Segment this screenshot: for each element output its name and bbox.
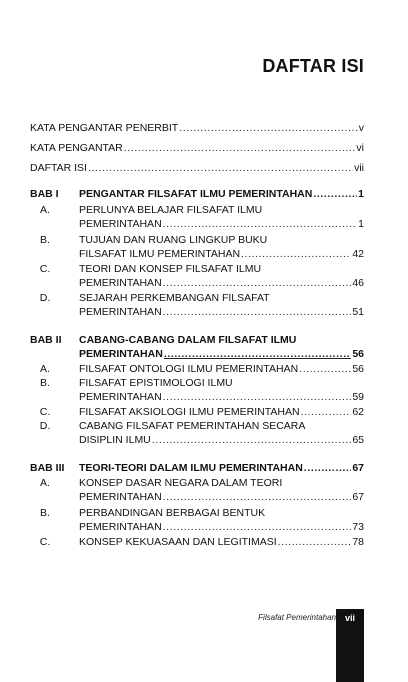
toc-entry[interactable] <box>30 263 364 278</box>
dot-leader <box>88 162 353 174</box>
entry-letter: B. <box>40 377 50 389</box>
entry-letter: A. <box>40 363 50 375</box>
toc-page: 56 <box>352 363 364 375</box>
dot-leader <box>163 306 352 318</box>
toc-page: 46 <box>352 277 364 289</box>
toc-page: vi <box>356 142 364 154</box>
dot-leader <box>164 348 352 360</box>
dot-leader <box>163 218 358 230</box>
toc-entry[interactable] <box>30 292 364 307</box>
chapter-title: TEORI-TEORI DALAM ILMU PEMERINTAHAN <box>79 462 303 474</box>
toc-label: PEMERINTAHAN <box>79 277 162 289</box>
chapter-title: CABANG-CABANG DALAM FILSAFAT ILMU <box>79 334 297 346</box>
dot-leader <box>278 536 352 548</box>
dot-leader <box>124 142 356 154</box>
toc-page: v <box>358 122 364 134</box>
chapter-heading[interactable] <box>30 188 364 203</box>
running-footer-title: Filsafat Pemerintahan <box>258 613 336 622</box>
dot-leader <box>179 122 358 134</box>
toc-page: 59 <box>352 391 364 403</box>
toc-label: KATA PENGANTAR <box>30 142 123 154</box>
toc-page: 78 <box>352 536 364 548</box>
toc-page: 62 <box>352 406 364 418</box>
page-number-tab <box>336 609 364 682</box>
toc-label: PEMERINTAHAN <box>79 391 162 403</box>
chapter-page: 67 <box>352 462 364 474</box>
entry-letter: C. <box>39 406 51 418</box>
toc-label: FILSAFAT ONTOLOGI ILMU PEMERINTAHAN <box>79 363 299 375</box>
chapter-heading[interactable] <box>30 334 364 349</box>
entry-letter: A. <box>40 204 50 216</box>
toc-entry-continued[interactable] <box>30 218 364 233</box>
toc-page: 1 <box>358 218 364 230</box>
dot-leader <box>163 521 352 533</box>
dot-leader <box>304 462 352 474</box>
toc-label: PERLUNYA BELAJAR FILSAFAT ILMU <box>79 204 263 216</box>
toc-entry[interactable] <box>30 420 364 435</box>
entry-letter: D. <box>39 420 51 432</box>
toc-label: KATA PENGANTAR PENERBIT <box>30 122 179 134</box>
toc-entry-continued[interactable] <box>30 306 364 321</box>
toc-label: DISIPLIN ILMU <box>79 434 151 446</box>
dot-leader <box>301 406 352 418</box>
entry-letter: D. <box>39 292 51 304</box>
toc-entry[interactable] <box>30 234 364 249</box>
toc-label: PEMERINTAHAN <box>79 306 162 318</box>
entry-letter: C. <box>39 536 51 548</box>
toc-label: PEMERINTAHAN <box>79 218 162 230</box>
page-number: vii <box>344 613 355 623</box>
chapter-number: BAB II <box>30 334 62 346</box>
entry-letter: B. <box>40 507 50 519</box>
toc-entry[interactable] <box>30 536 364 551</box>
toc-entry[interactable] <box>30 507 364 522</box>
toc-entry-continued[interactable] <box>30 248 364 263</box>
toc-entry[interactable] <box>30 363 364 378</box>
toc-label: FILSAFAT ILMU PEMERINTAHAN <box>79 248 241 260</box>
dot-leader <box>163 491 352 503</box>
toc-entry-continued[interactable] <box>30 491 364 506</box>
toc-entry[interactable] <box>30 204 364 219</box>
chapter-heading-continued[interactable] <box>30 348 364 363</box>
toc-label: FILSAFAT EPISTIMOLOGI ILMU <box>79 377 233 389</box>
toc-entry-continued[interactable] <box>30 434 364 449</box>
toc-label: KONSEP KEKUASAAN DAN LEGITIMASI <box>79 536 277 548</box>
toc-entry-continued[interactable] <box>30 521 364 536</box>
chapter-page: 1 <box>358 188 364 200</box>
entry-letter: C. <box>39 263 51 275</box>
chapter-number: BAB I <box>30 188 59 200</box>
chapter-page: 56 <box>352 348 364 360</box>
toc-label: SEJARAH PERKEMBANGAN FILSAFAT <box>79 292 270 304</box>
toc-page: 65 <box>352 434 364 446</box>
entry-letter: A. <box>40 477 50 489</box>
dot-leader <box>152 434 352 446</box>
page-title: DAFTAR ISI <box>262 56 364 76</box>
dot-leader <box>313 188 357 200</box>
toc-page: vii <box>354 162 364 174</box>
toc-label: CABANG FILSAFAT PEMERINTAHAN SECARA <box>79 420 306 432</box>
toc-entry[interactable] <box>30 406 364 421</box>
chapter-title: PEMERINTAHAN <box>79 348 163 360</box>
toc-entry[interactable] <box>30 477 364 492</box>
toc-label: FILSAFAT AKSIOLOGI ILMU PEMERINTAHAN <box>79 406 300 418</box>
toc-entry-continued[interactable] <box>30 391 364 406</box>
dot-leader <box>163 391 352 403</box>
toc-label: PERBANDINGAN BERBAGAI BENTUK <box>79 507 266 519</box>
toc-page: 42 <box>352 248 364 260</box>
toc-label: PEMERINTAHAN <box>79 521 162 533</box>
toc-entry[interactable] <box>30 122 364 137</box>
toc-label: TEORI DAN KONSEP FILSAFAT ILMU <box>79 263 262 275</box>
chapter-title: PENGANTAR FILSAFAT ILMU PEMERINTAHAN <box>79 188 313 200</box>
entry-letter: B. <box>40 234 50 246</box>
toc-entry[interactable] <box>30 162 364 177</box>
toc-label: DAFTAR ISI <box>30 162 87 174</box>
dot-leader <box>163 277 352 289</box>
toc-page: 67 <box>352 491 364 503</box>
toc-label: KONSEP DASAR NEGARA DALAM TEORI <box>79 477 283 489</box>
chapter-heading[interactable] <box>30 462 364 477</box>
toc-label: PEMERINTAHAN <box>79 491 162 503</box>
toc-entry[interactable] <box>30 142 364 157</box>
chapter-number: BAB III <box>30 462 65 474</box>
toc-entry[interactable] <box>30 377 364 392</box>
toc-entry-continued[interactable] <box>30 277 364 292</box>
toc-page: 73 <box>352 521 364 533</box>
dot-leader <box>299 363 351 375</box>
toc-page: 51 <box>352 306 364 318</box>
toc-label: TUJUAN DAN RUANG LINGKUP BUKU <box>79 234 268 246</box>
dot-leader <box>241 248 351 260</box>
